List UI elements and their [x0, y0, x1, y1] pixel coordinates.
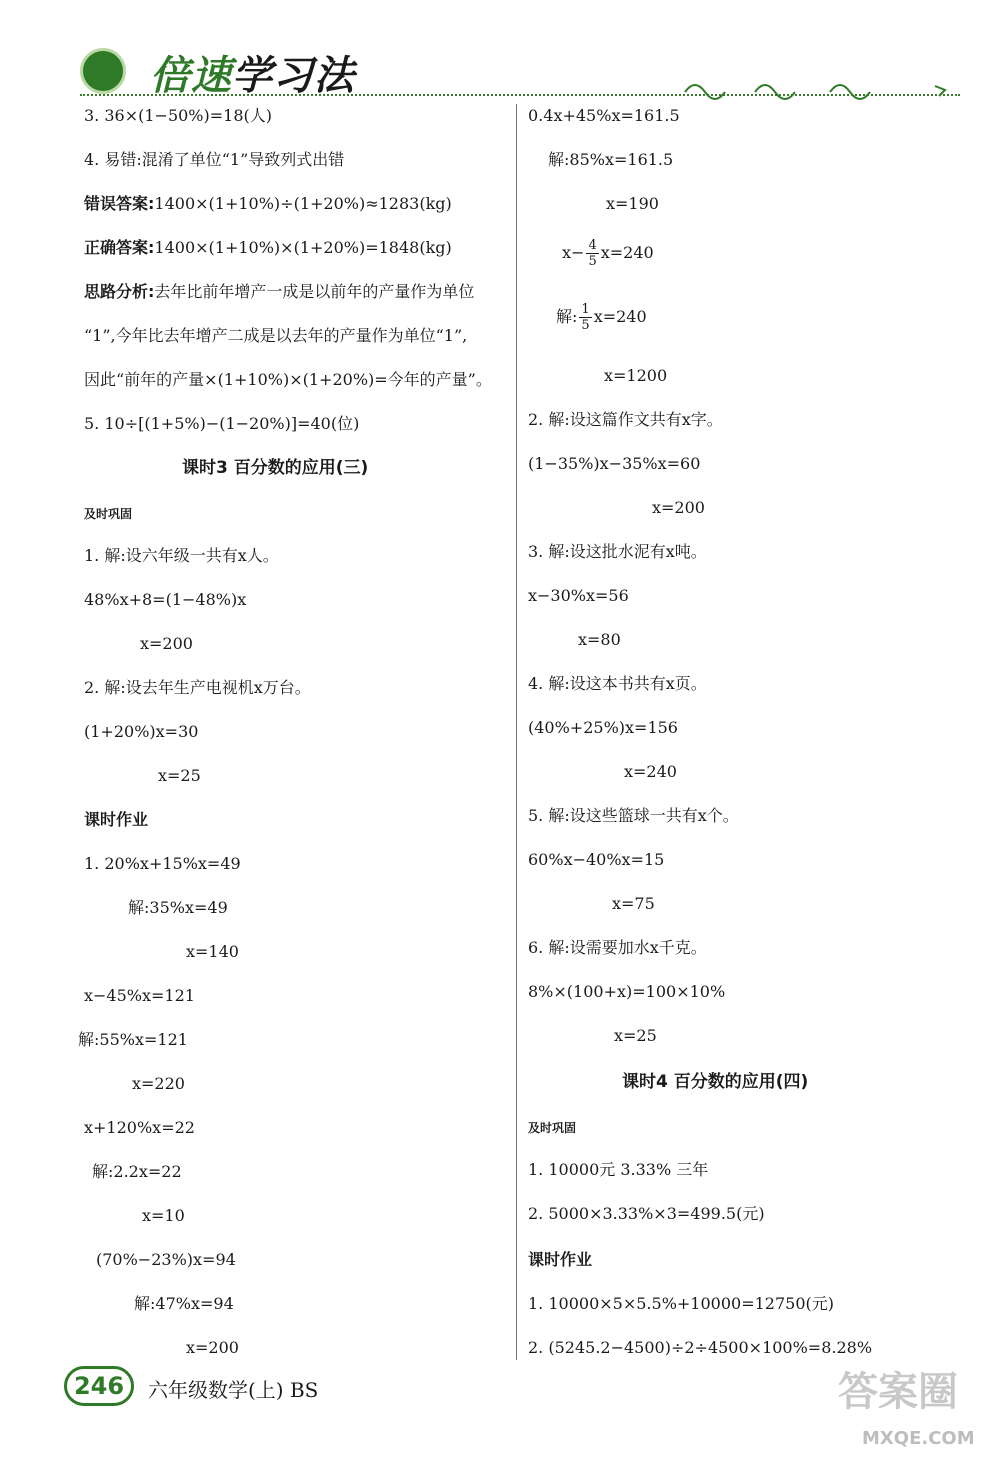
right-r10: 3. 解:设这批水泥有x吨。 [528, 542, 707, 561]
left-jishi-heading: 及时巩固 [84, 507, 133, 521]
correct-answer-label: 正确答案: [84, 238, 155, 257]
right-r8: (1−35%)x−35%x=60 [528, 454, 701, 473]
left-b11: 解:47%x=94 [134, 1294, 234, 1313]
footer-book-label: 六年级数学(上) BS [148, 1378, 319, 1402]
right-r4 [562, 238, 654, 269]
left-b10: (70%−23%)x=94 [96, 1250, 236, 1269]
right-r5 [556, 302, 647, 333]
left-a3: x=200 [140, 634, 193, 653]
right-r2: 解:85%x=161.5 [548, 150, 674, 169]
brand-title-green: 倍速 [150, 53, 232, 99]
section-title-4: 课时4 百分数的应用(四) [622, 1072, 809, 1092]
left-line-3 [84, 194, 452, 214]
right-c1: 1. 10000元 3.33% 三年 [528, 1160, 709, 1179]
right-r6: x=1200 [604, 366, 668, 385]
section-title-3: 课时3 百分数的应用(三) [182, 458, 369, 478]
left-line-7: 因此“前年的产量×(1+10%)×(1+20%)=今年的产量”。 [84, 370, 492, 389]
left-b7: x+120%x=22 [84, 1118, 195, 1137]
right-r14: (40%+25%)x=156 [528, 718, 678, 737]
left-line-4 [84, 238, 452, 258]
brand-title-dark: 学习法 [232, 53, 355, 99]
left-b12: x=200 [186, 1338, 239, 1357]
right-jishi-heading: 及时巩固 [528, 1121, 577, 1135]
left-zuoye-heading: 课时作业 [84, 810, 149, 829]
right-r16: 5. 解:设这些篮球一共有x个。 [528, 806, 739, 825]
brand-logo [80, 48, 126, 94]
header-swirl-decoration [680, 76, 960, 100]
right-r11: x−30%x=56 [528, 586, 629, 605]
right-r21: x=25 [614, 1026, 657, 1045]
right-r13: 4. 解:设这本书共有x页。 [528, 674, 707, 693]
right-c2: 2. 5000×3.33%×3=499.5(元) [528, 1204, 765, 1223]
left-line-5 [84, 282, 474, 302]
right-r20: 8%×(100+x)=100×10% [528, 982, 726, 1001]
page-number-badge: 246 [64, 1366, 134, 1406]
wrong-answer-label: 错误答案: [84, 194, 155, 213]
wrong-answer-text: 1400×(1+10%)÷(1+20%)≈1283(kg) [154, 194, 452, 213]
right-r3: x=190 [606, 194, 659, 213]
right-r9: x=200 [652, 498, 705, 517]
left-b6: x=220 [132, 1074, 185, 1093]
analysis-text: 去年比前年增产一成是以前年的产量作为单位 [154, 282, 475, 301]
right-r12: x=80 [578, 630, 621, 649]
left-b3: x=140 [186, 942, 239, 961]
brand-title [150, 44, 355, 101]
left-b8: 解:2.2x=22 [92, 1162, 182, 1181]
right-r15: x=240 [624, 762, 677, 781]
left-b2: 解:35%x=49 [128, 898, 228, 917]
left-a6: x=25 [158, 766, 201, 785]
watermark-logo: 答案圈 [838, 1369, 958, 1415]
right-zuoye-heading: 课时作业 [528, 1250, 593, 1269]
column-divider [516, 104, 517, 1360]
right-r19: 6. 解:设需要加水x千克。 [528, 938, 707, 957]
left-line-1: 3. 36×(1−50%)=18(人) [84, 106, 273, 125]
right-d1: 1. 10000×5×5.5%+10000=12750(元) [528, 1294, 834, 1313]
right-r18: x=75 [612, 894, 655, 913]
right-r5-pre: 解: [556, 307, 578, 326]
fraction-4-5: $\frac{4}{5}$ [588, 238, 597, 269]
left-line-2: 4. 易错:混淆了单位“1”导致列式出错 [84, 150, 345, 169]
right-r7: 2. 解:设这篇作文共有x字。 [528, 410, 723, 429]
right-d2: 2. (5245.2−4500)÷2÷4500×100%=8.28% [528, 1338, 873, 1357]
watermark-url: MXQE.COM [862, 1428, 975, 1449]
right-r4-post: x=240 [600, 243, 654, 262]
left-line-6: “1”,今年比去年增产二成是以去年的产量作为单位“1”, [84, 326, 468, 345]
left-a2: 48%x+8=(1−48%)x [84, 590, 247, 609]
fraction-1-5: $\frac{1}{5}$ [581, 302, 590, 333]
left-a1: 1. 解:设六年级一共有x人。 [84, 546, 279, 565]
header-divider [80, 94, 960, 96]
right-r5-post: x=240 [593, 307, 647, 326]
right-r17: 60%x−40%x=15 [528, 850, 665, 869]
left-b5: 解:55%x=121 [78, 1030, 188, 1049]
correct-answer-text: 1400×(1+10%)×(1+20%)=1848(kg) [154, 238, 452, 257]
left-b4: x−45%x=121 [84, 986, 195, 1005]
right-r1: 0.4x+45%x=161.5 [528, 106, 680, 125]
right-r4-pre: x− [562, 243, 585, 262]
left-b1: 1. 20%x+15%x=49 [84, 854, 241, 873]
left-a5: (1+20%)x=30 [84, 722, 199, 741]
left-a4: 2. 解:设去年生产电视机x万台。 [84, 678, 311, 697]
left-line-8: 5. 10÷[(1+5%)−(1−20%)]=40(位) [84, 414, 360, 433]
analysis-label: 思路分析: [84, 282, 155, 301]
left-b9: x=10 [142, 1206, 185, 1225]
